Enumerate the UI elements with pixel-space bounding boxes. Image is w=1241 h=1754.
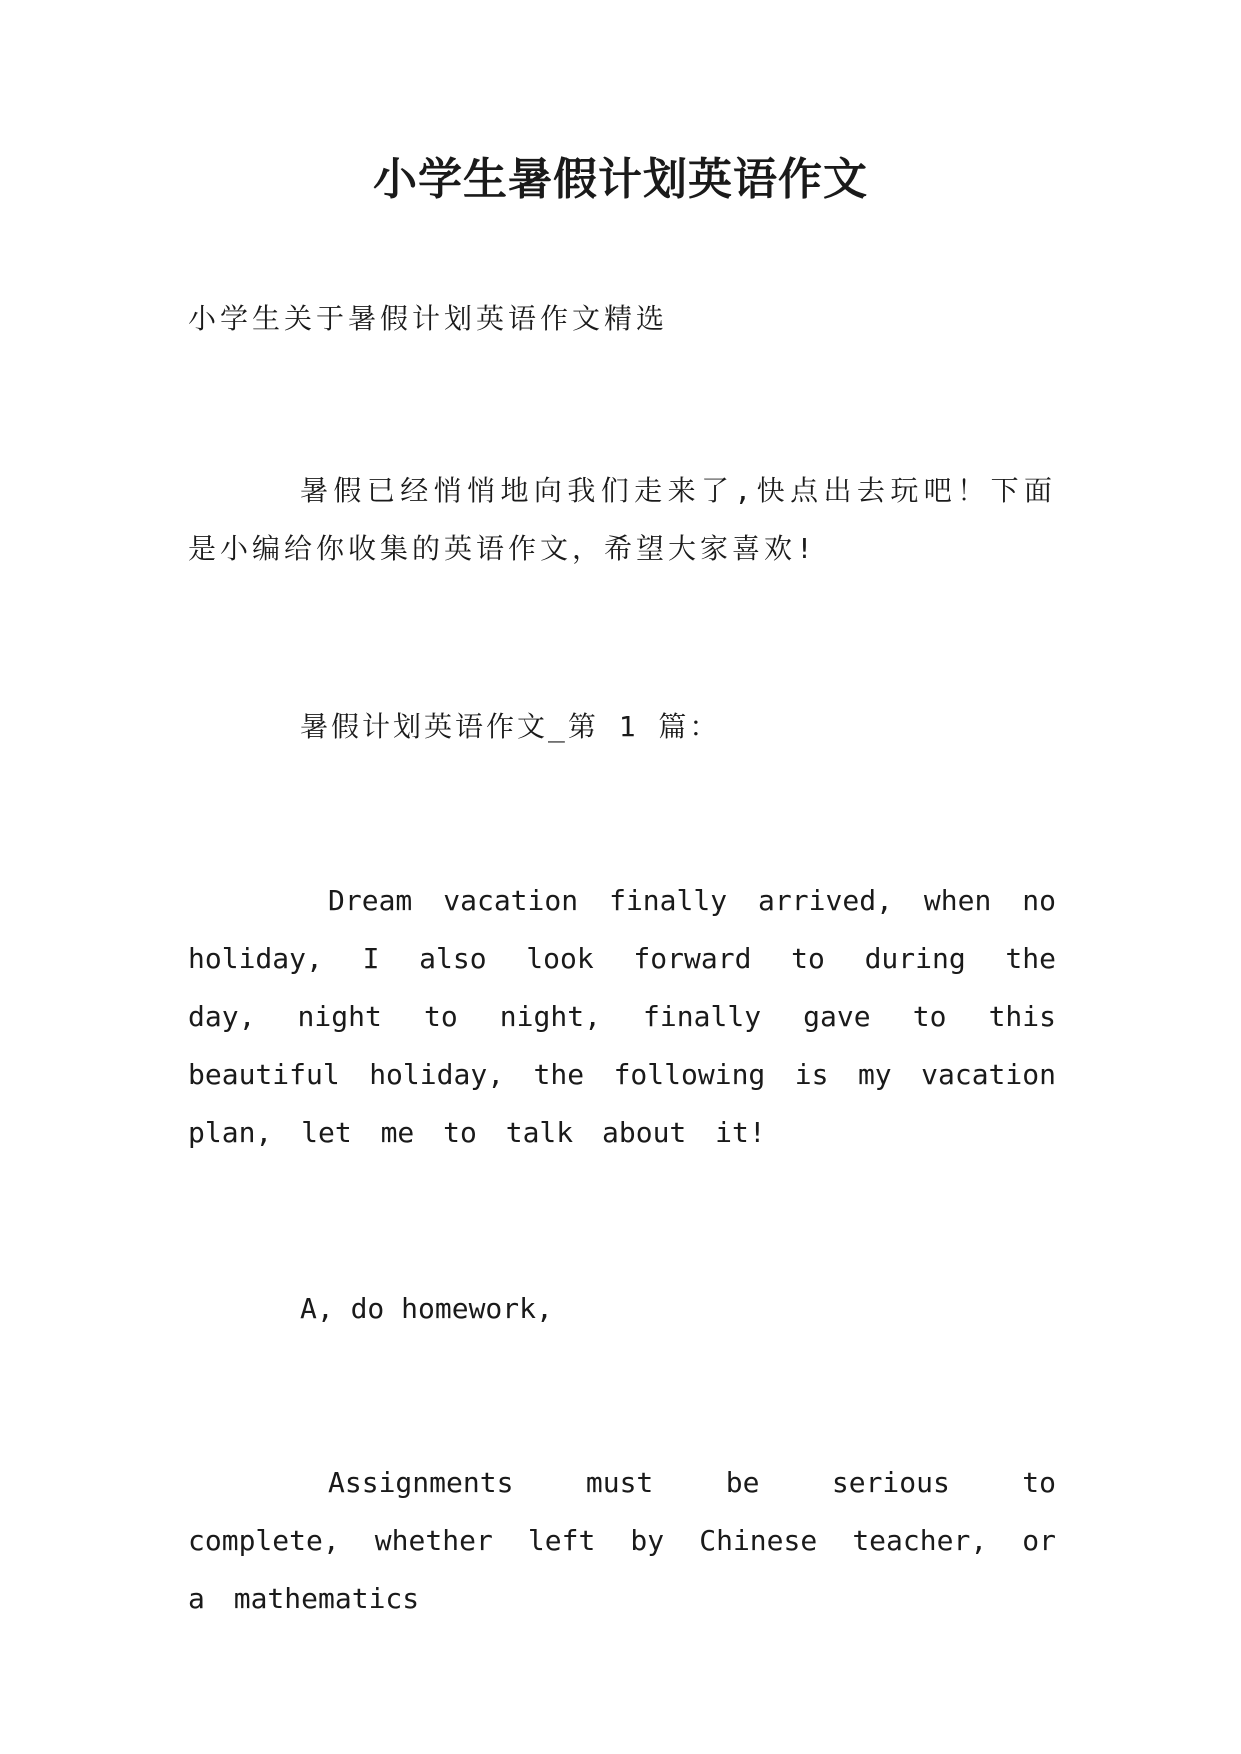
document-title: 小学生暑假计划英语作文 xyxy=(373,154,868,205)
document-subtitle: 小学生关于暑假计划英语作文精选 xyxy=(188,302,669,335)
list-item-a: A, do homework, xyxy=(300,1292,553,1325)
essay-paragraph-1: Dream vacation finally arrived, when no holiday, I also look forward to during the day, night to night, finally gave to this beautiful holiday, the following is my vacation plan, let me to talk about it! xyxy=(188,884,1056,1149)
section-heading: 暑假计划英语作文_第 1 篇： xyxy=(300,710,721,743)
intro-paragraph: 暑假已经悄悄地向我们走来了,快点出去玩吧！下面是小编给你收集的英语作文，希望大家喜欢! xyxy=(188,474,1056,565)
essay-paragraph-2: Assignments must be serious to complete, whether left by Chinese teacher, or a mathematics xyxy=(188,1466,1056,1615)
